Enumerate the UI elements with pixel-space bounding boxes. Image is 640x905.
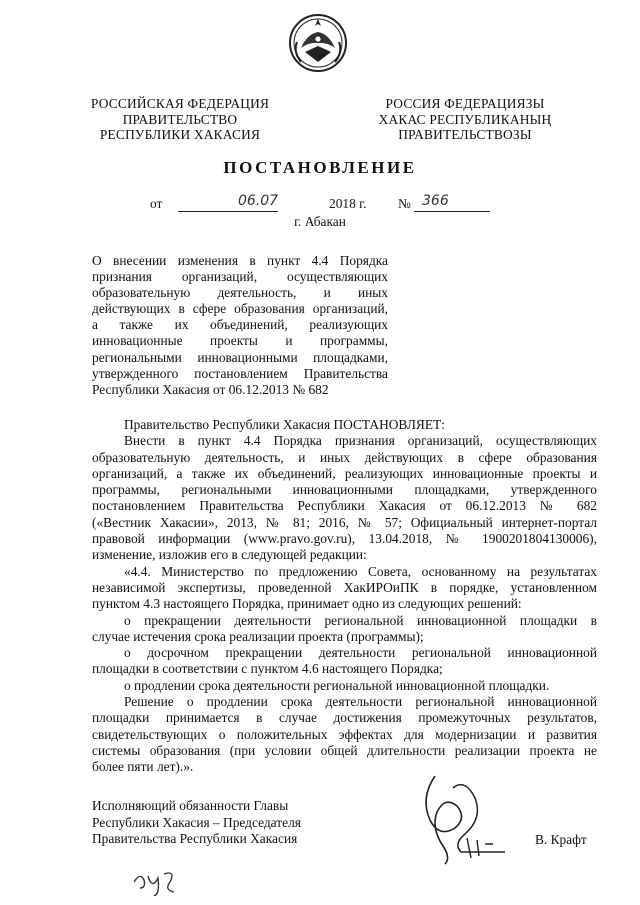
- body-line: организаций, а также их объединений, реализующих инновационные проекты и: [92, 465, 597, 481]
- subject-line: а также их объединений, реализующих: [92, 317, 388, 333]
- position-line: Правительства Республики Хакасия: [92, 831, 298, 846]
- subject-line: признания организаций, осуществляющих: [92, 269, 388, 285]
- number-label: №: [398, 196, 411, 211]
- body-line: более пяти лет).».: [92, 759, 194, 775]
- header-right-line: ХАКАС РЕСПУБЛИКАНЫҢ: [378, 111, 552, 127]
- header-left: [80, 96, 280, 143]
- handwritten-number: 366: [422, 193, 449, 209]
- body-line: независимой экспертизы, проведенной ХакИРОиПК в порядке, установленном: [92, 579, 597, 595]
- subject-line: инновационные проекты и программы,: [92, 333, 388, 349]
- body-line: Решение о продлении срока деятельности региональной инновационной: [124, 694, 597, 710]
- body-line: о прекращении деятельности региональной инновационной площадки в: [124, 612, 597, 628]
- body-text: [92, 417, 597, 776]
- body-line: системы образования (при условии общей длительности реализации проекта не: [92, 742, 597, 758]
- header-left-line: РОССИЙСКАЯ ФЕДЕРАЦИЯ: [90, 96, 270, 111]
- date-underline: [178, 211, 278, 212]
- from-label: от: [150, 196, 163, 211]
- body-line: о продлении срока деятельности региональной инновационной площадки.: [124, 677, 550, 693]
- body-line: площадки в соответствии с пунктом 4.6 настоящего Порядка;: [92, 661, 443, 677]
- subject-line: Республики Хакасия от 06.12.2013 № 682: [92, 381, 329, 397]
- body-line: Внести в пункт 4.4 Порядка признания организаций, осуществляющих: [124, 433, 597, 449]
- signatory-position: [92, 798, 301, 848]
- position-line: Республики Хакасия – Председателя: [92, 814, 301, 830]
- coat-of-arms-emblem: [287, 12, 349, 74]
- subject-line: О внесении изменения в пункт 4.4 Порядка: [92, 253, 388, 268]
- header-right-line: ПРАВИТЕЛЬСТВОЗЫ: [398, 127, 532, 142]
- body-line: Правительство Республики Хакасия ПОСТАНОВЛЯЕТ:: [124, 417, 445, 432]
- header-right: [365, 96, 565, 143]
- body-line: свидетельствующих о положительных эффектах для модернизации и развития: [92, 726, 597, 742]
- subject-line: действующих в сфере образования организаций,: [92, 301, 388, 317]
- header-left-line: РЕСПУБЛИКИ ХАКАСИЯ: [99, 127, 261, 142]
- header-right-line: РОССИЯ ФЕДЕРАЦИЯЗЫ: [385, 96, 545, 111]
- subject-line: образовательную деятельность, и иных: [92, 285, 388, 301]
- body-line: образовательную деятельность, и иных действующих в сфере образования: [92, 449, 597, 465]
- document-title: ПОСТАНОВЛЕНИЕ: [223, 158, 417, 177]
- body-line: правовой информации (www.pravo.gov.ru), 13.04.2018, № 1900201804130006),: [92, 531, 597, 547]
- body-line: площадки принимается в случае достижения промежуточных результатов,: [92, 710, 597, 726]
- subject-line: утвержденного постановлением Правительства: [92, 365, 388, 381]
- handwritten-initials: [130, 866, 190, 896]
- header-left-line: ПРАВИТЕЛЬСТВО: [122, 111, 238, 127]
- body-line: постановлением Правительства Республики Хакасия от 06.12.2013 № 682: [92, 498, 597, 514]
- handwritten-signature: [395, 768, 520, 868]
- body-line: «4.4. Министерство по предложению Совета, основанному на результатах: [124, 563, 597, 579]
- number-underline: [414, 211, 490, 212]
- year-label: 2018 г.: [329, 196, 367, 211]
- city: г. Абакан: [294, 214, 346, 229]
- body-line: программы, региональными инновационными площадками, утвержденного: [92, 482, 597, 498]
- subject-block: [92, 253, 388, 398]
- body-line: о досрочном прекращении деятельности региональной инновационной: [124, 645, 597, 661]
- body-line: пунктом 4.3 настоящего Порядка, принимает одно из следующих решений:: [92, 596, 522, 612]
- body-line: случае истечения срока реализации проекта (программы);: [92, 628, 424, 644]
- subject-line: региональными инновационными площадками,: [92, 349, 388, 365]
- body-line: («Вестник Хакасии», 2013, № 81; 2016, № 57; Официальный интернет-портал: [92, 514, 597, 530]
- signatory-name: В. Крафт: [535, 832, 587, 847]
- handwritten-date: 06.07: [238, 193, 279, 209]
- body-line: изменение, изложив его в следующей редакции:: [92, 547, 367, 563]
- position-line: Исполняющий обязанности Главы: [92, 798, 289, 813]
